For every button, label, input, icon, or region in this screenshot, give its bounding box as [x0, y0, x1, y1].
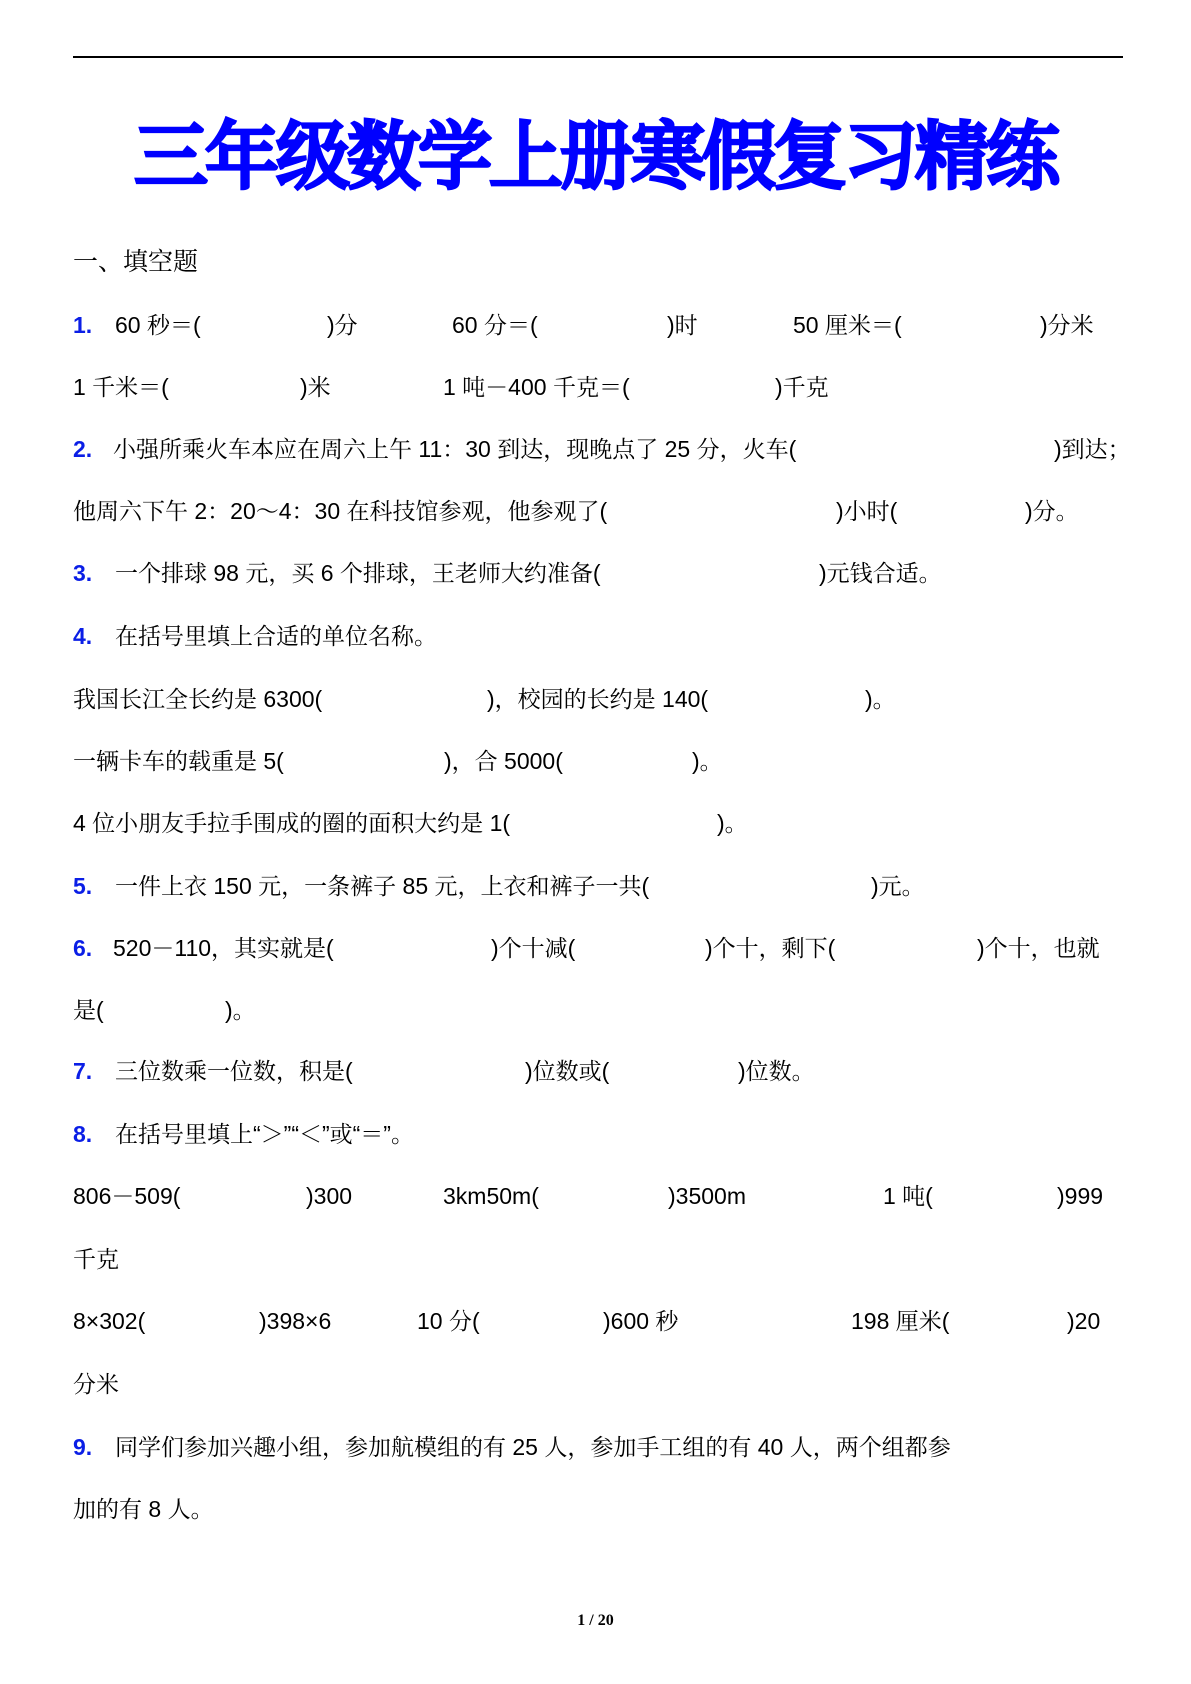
- compare-right: )600 秒: [603, 1308, 679, 1334]
- question-6-line-1: [73, 932, 1173, 964]
- blank-prompt: 60 分＝(: [452, 312, 538, 338]
- blank-unit: )米: [300, 374, 331, 400]
- section-heading-fill-in-blank: 一、填空题: [73, 247, 199, 276]
- question-text: 他周六下午 2：20～4：30 在科技馆参观，他参观了(: [73, 498, 608, 524]
- question-7: [73, 1055, 1173, 1087]
- question-8: [73, 1118, 1173, 1150]
- question-text: )小时(: [836, 498, 898, 524]
- compare-right: )398×6: [259, 1308, 332, 1334]
- question-text: )分。: [1025, 498, 1079, 524]
- question-2-line-1: [73, 433, 1173, 465]
- question-9-line-1: [73, 1431, 1173, 1463]
- compare-left: 806－509(: [73, 1183, 181, 1209]
- question-number: 4.: [73, 623, 93, 649]
- compare-left: 8×302(: [73, 1308, 146, 1334]
- question-text: )个十，剩下(: [705, 935, 836, 961]
- question-3: [73, 557, 1173, 589]
- question-text: 小强所乘火车本应在周六上午 11：30 到达，现晚点了 25 分，火车(: [113, 436, 797, 462]
- question-text: )位数或(: [525, 1058, 610, 1084]
- question-text: 同学们参加兴趣小组，参加航模组的有 25 人，参加手工组的有 40 人，两个组都参: [115, 1434, 951, 1460]
- question-5: [73, 870, 1173, 902]
- question-text: )。: [692, 748, 723, 774]
- question-text: 加的有 8 人。: [73, 1496, 214, 1522]
- compare-left: 198 厘米(: [851, 1308, 950, 1334]
- question-text: 三位数乘一位数，积是(: [115, 1058, 353, 1084]
- compare-unit-wrap: 千克: [73, 1246, 119, 1272]
- compare-right: )20: [1067, 1308, 1101, 1334]
- compare-left: 1 吨(: [883, 1183, 933, 1209]
- question-text: )，合 5000(: [444, 748, 563, 774]
- question-text: )元。: [871, 873, 925, 899]
- question-text: 4 位小朋友手拉手围成的圈的面积大约是 1(: [73, 810, 511, 836]
- question-number: 7.: [73, 1058, 93, 1084]
- compare-unit-wrap: 分米: [73, 1371, 119, 1397]
- question-text: )。: [717, 810, 748, 836]
- compare-right: )300: [306, 1183, 353, 1209]
- document-title: 三年级数学上册寒假复习精练: [134, 114, 1057, 200]
- question-text: 520－110，其实就是(: [113, 935, 334, 961]
- question-number: 2.: [73, 436, 93, 462]
- question-number: 8.: [73, 1121, 93, 1147]
- question-number: 3.: [73, 560, 93, 586]
- blank-unit: )分: [327, 312, 358, 338]
- question-text: 我国长江全长约是 6300(: [73, 686, 323, 712]
- compare-left: 10 分(: [417, 1308, 480, 1334]
- question-text: )到达；: [1054, 436, 1131, 462]
- question-text: )位数。: [738, 1058, 815, 1084]
- question-text: 一个排球 98 元，买 6 个排球，王老师大约准备(: [115, 560, 601, 586]
- blank-prompt: 1 吨－400 千克＝(: [443, 374, 630, 400]
- blank-unit: )时: [667, 312, 698, 338]
- question-number: 6.: [73, 935, 93, 961]
- question-text: )。: [865, 686, 896, 712]
- question-text: )元钱合适。: [819, 560, 942, 586]
- question-text: 是(: [73, 997, 104, 1023]
- question-text: )个十，也就: [977, 935, 1100, 961]
- question-1-row-1: [73, 309, 1173, 341]
- blank-unit: )分米: [1040, 312, 1094, 338]
- question-text: 一件上衣 150 元，一条裤子 85 元，上衣和裤子一共(: [115, 873, 650, 899]
- question-text: 一辆卡车的载重是 5(: [73, 748, 284, 774]
- question-text: )。: [225, 997, 256, 1023]
- question-4: [73, 620, 1173, 652]
- compare-right: )3500m: [668, 1183, 746, 1209]
- compare-left: 3km50m(: [443, 1183, 539, 1209]
- blank-unit: )千克: [775, 374, 829, 400]
- question-number: 9.: [73, 1434, 93, 1460]
- blank-prompt: 1 千米＝(: [73, 374, 169, 400]
- header-rule: [73, 56, 1123, 58]
- blank-prompt: 50 厘米＝(: [793, 312, 902, 338]
- question-text: )，校园的长约是 140(: [487, 686, 709, 712]
- page-indicator: 1 / 20: [577, 1612, 614, 1629]
- compare-right: )999: [1057, 1183, 1104, 1209]
- blank-prompt: 60 秒＝(: [115, 312, 201, 338]
- question-text: )个十减(: [491, 935, 576, 961]
- question-text: 在括号里填上“＞”“＜”或“＝”。: [115, 1121, 414, 1147]
- question-number: 1.: [73, 312, 93, 338]
- question-number: 5.: [73, 873, 93, 899]
- question-text: 在括号里填上合适的单位名称。: [115, 623, 437, 649]
